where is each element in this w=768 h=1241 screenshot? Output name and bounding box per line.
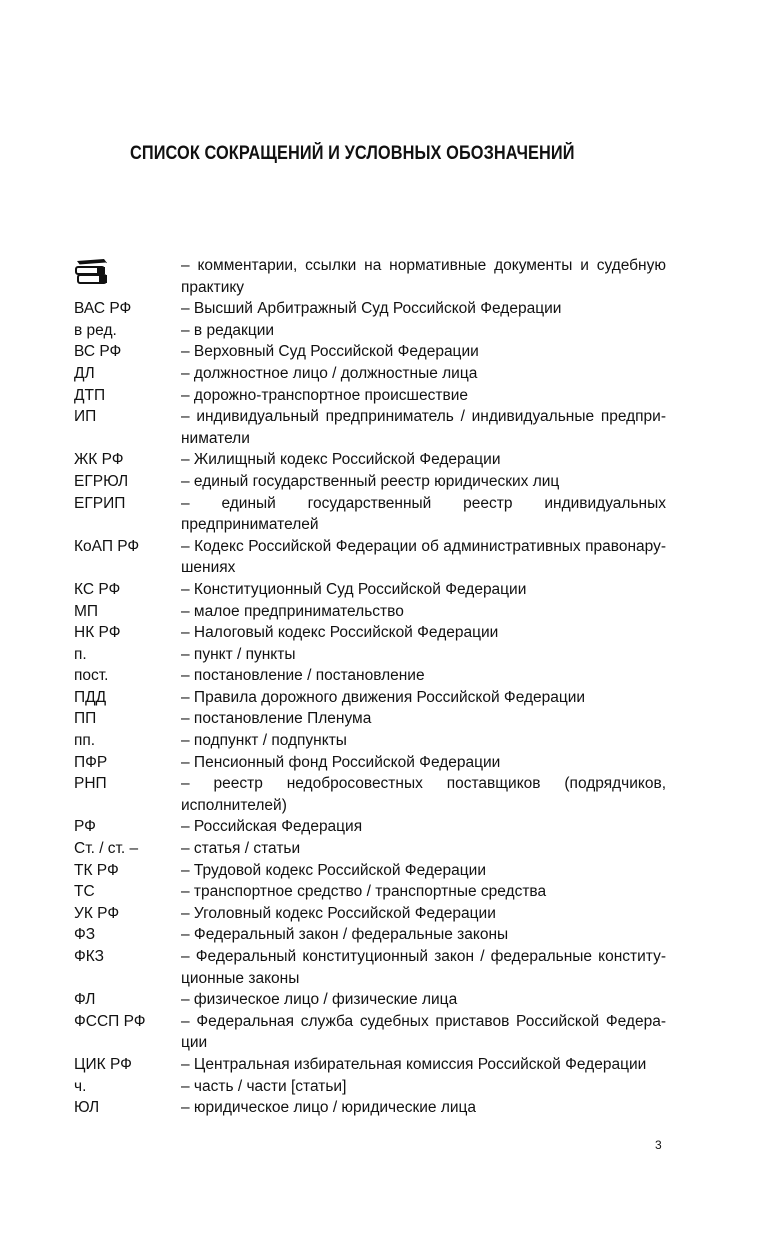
abbreviation-term: ЮЛ — [74, 1099, 100, 1117]
books-icon — [74, 257, 110, 285]
list-item — [74, 730, 666, 752]
abbreviation-term: пп. — [74, 732, 96, 750]
abbreviation-term: ЕГРЮЛ — [74, 472, 129, 490]
abbreviation-term: ЖК РФ — [74, 451, 124, 469]
definition: – малое предпринимательство — [181, 602, 404, 620]
list-item — [74, 665, 666, 687]
abbreviation-term: МП — [74, 602, 99, 620]
list-item — [74, 881, 666, 903]
definition: – Федеральный закон / федеральные законы — [181, 926, 509, 944]
abbreviation-term: ФЗ — [74, 926, 96, 944]
list-item — [74, 385, 666, 407]
abbreviation-term: ДЛ — [74, 364, 95, 382]
abbreviation-term: ВС РФ — [74, 343, 122, 361]
definition: – Пенсионный фонд Российской Федерации — [181, 753, 501, 771]
definition: – Конституционный Суд Российской Федерации — [181, 580, 527, 598]
abbreviation-term: РФ — [74, 818, 96, 836]
list-item — [74, 816, 666, 838]
list-item — [74, 622, 666, 644]
list-item — [74, 773, 666, 816]
definition: – Центральная избирательная комиссия Российской Федерации — [181, 1055, 647, 1073]
list-item — [74, 298, 666, 320]
definition: – дорожно-транспортное происшествие — [181, 386, 468, 404]
definition: – часть / части [статьи] — [181, 1077, 347, 1095]
definition: – Налоговый кодекс Российской Федерации — [181, 624, 499, 642]
definition: – единый государственный реестр юридических лиц — [181, 472, 560, 490]
definition: – пункт / пункты — [181, 645, 296, 663]
definition: – Федеральный конституционный закон / федеральные конституционные законы — [181, 948, 666, 987]
definition: – реестр недобросовестных поставщиков (подрядчиков, исполнителей) — [181, 775, 666, 814]
definition: – Кодекс Российской Федерации об административных правонарушениях — [181, 537, 666, 577]
definition: – Федеральная служба судебных приставов Российской Федерации — [181, 1012, 666, 1052]
abbreviation-term: ФКЗ — [74, 948, 105, 965]
abbreviation-term: ПФР — [74, 753, 108, 771]
definition: – индивидуальный предприниматель / индивидуальные предприниматели — [181, 408, 666, 447]
definition: – Правила дорожного движения Российской Федерации — [181, 688, 586, 706]
list-item — [74, 536, 666, 579]
abbreviation-term: ЦИК РФ — [74, 1055, 132, 1073]
abbreviation-term: КС РФ — [74, 580, 121, 598]
definition: – физическое лицо / физические лица — [181, 991, 458, 1009]
definition: – должностное лицо / должностные лица — [181, 364, 478, 382]
definition: – единый государственный реестр индивидуальных предпринимателей — [181, 494, 666, 534]
abbreviation-term: УК РФ — [74, 904, 120, 922]
definition: – Жилищный кодекс Российской Федерации — [181, 451, 501, 469]
definition: – в редакции — [181, 321, 275, 339]
abbreviation-term: п. — [74, 645, 87, 663]
list-item — [74, 471, 666, 493]
abbreviation-term: ВАС РФ — [74, 300, 132, 318]
abbreviation-term: ИП — [74, 408, 97, 426]
abbreviation-term: ФЛ — [74, 991, 96, 1009]
list-item — [74, 860, 666, 882]
abbreviation-term: ч. — [74, 1077, 87, 1095]
list-item — [74, 320, 666, 342]
abbreviation-term: ТК РФ — [74, 861, 119, 879]
list-item — [74, 1011, 666, 1054]
list-item — [74, 579, 666, 601]
list-item — [74, 449, 666, 471]
definition: – подпункт / подпункты — [181, 732, 347, 750]
abbreviation-term: в ред. — [74, 321, 117, 339]
list-item — [74, 989, 666, 1011]
list-item — [74, 1097, 666, 1119]
definition: – постановление / постановление — [181, 667, 425, 685]
abbreviation-term: ЕГРИП — [74, 494, 126, 512]
page-title: СПИСОК СОКРАЩЕНИЙ И УСЛОВНЫХ ОБОЗНАЧЕНИЙ — [130, 143, 575, 164]
list-item — [74, 493, 666, 536]
term-cell — [74, 255, 181, 298]
abbreviation-term: Ст. / ст. – — [74, 840, 139, 858]
abbreviation-term: ПДД — [74, 688, 107, 706]
definition: – Трудовой кодекс Российской Федерации — [181, 861, 486, 879]
definition: – транспортное средство / транспортные средства — [181, 883, 547, 901]
abbreviation-term: ДТП — [74, 386, 106, 404]
definition: – постановление Пленума — [181, 710, 372, 728]
definition: – Верховный Суд Российской Федерации — [181, 343, 479, 361]
list-item — [74, 363, 666, 385]
definition: – Уголовный кодекс Российской Федерации — [181, 904, 496, 922]
list-item — [74, 903, 666, 925]
definition: – комментарии, ссылки на нормативные документы и судебную практику — [181, 257, 666, 296]
list-item — [74, 838, 666, 860]
list-item — [74, 752, 666, 774]
list-item — [74, 1076, 666, 1098]
list-item — [74, 708, 666, 730]
abbreviation-term: РНП — [74, 775, 107, 793]
definition: – Высший Арбитражный Суд Российской Федерации — [181, 300, 562, 318]
definition: – Российская Федерация — [181, 818, 363, 836]
list-item — [74, 601, 666, 623]
list-item — [74, 687, 666, 709]
list-item — [74, 406, 666, 449]
abbreviation-term: НК РФ — [74, 624, 121, 642]
list-item — [74, 341, 666, 363]
abbreviation-term: ФССП РФ — [74, 1012, 146, 1030]
abbreviation-term: КоАП РФ — [74, 537, 140, 555]
definition: – статья / статьи — [181, 840, 301, 858]
abbreviation-term: пост. — [74, 667, 109, 685]
abbreviation-term: ПП — [74, 710, 97, 728]
definition: – юридическое лицо / юридические лица — [181, 1099, 477, 1117]
list-item — [74, 946, 666, 989]
list-item — [74, 644, 666, 666]
list-item — [74, 924, 666, 946]
abbreviation-list — [74, 255, 666, 1119]
list-item-icon — [74, 255, 666, 298]
abbreviation-term: ТС — [74, 883, 95, 901]
list-item — [74, 1054, 666, 1076]
page-number: 3 — [655, 1138, 662, 1152]
